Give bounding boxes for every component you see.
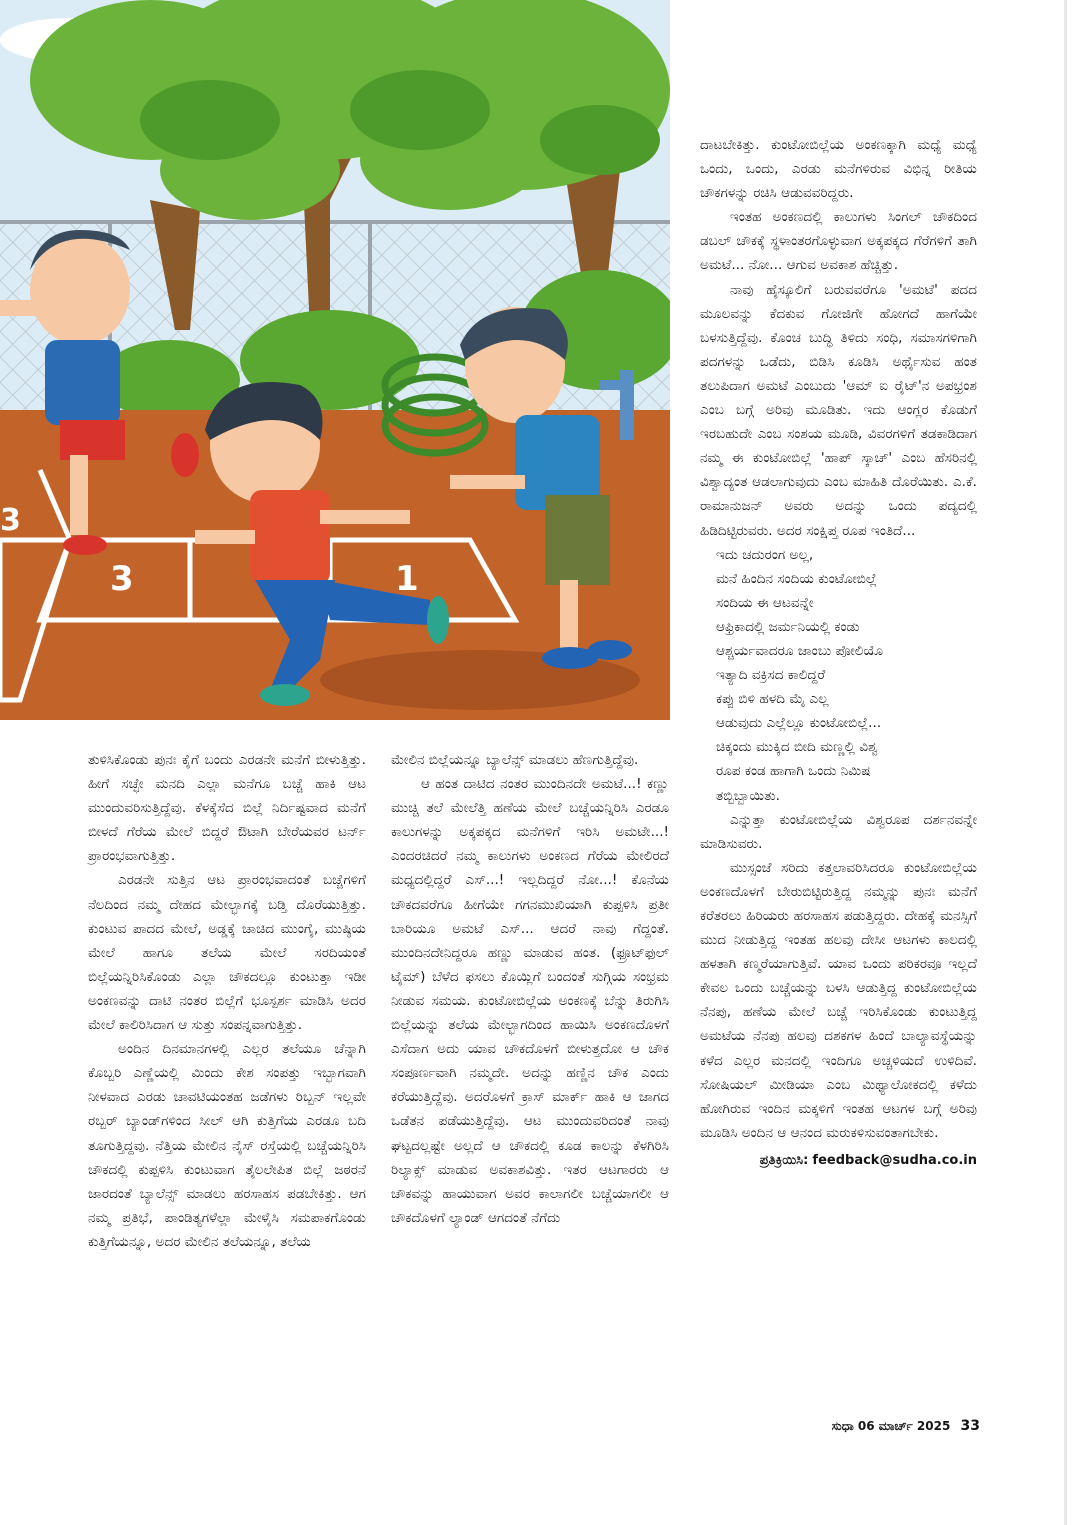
court-number: 3 [110,559,134,599]
paragraph: ತುಳಿಸಿಕೊಂಡು ಪುನಃ ಕೈಗೆ ಬಂದು ಎರಡನೇ ಮನೆಗೆ ಬೀಳುತ್ತಿತ್ತು. ಹೀಗೆ ಸಚ್ಛೇ ಮನದಿ ಎಲ್ಲಾ ಮನೆಗೂ ಬಚ್ಚೆ ಹಾಕಿ ಆಟ ಮುಂದುವರಿಸುತ್ತಿದ್ದೆವು. ಕೆಳಕ್ಕೆಸೆದ ಬಿಲ್ಲೆ ನಿರ್ದಿಷ್ಟವಾದ ಮನೆಗೆ ಬೀಳದೆ ಗೆರೆಯ ಮೇಲೆ ಬಿದ್ದರೆ ಔಟಾಗಿ ಬೇರೆಯವರ ಟರ್ನ್ ಪ್ರಾರಂಭವಾಗುತ್ತಿತ್ತು. [88,752,366,865]
poem [700,543,977,808]
poem-line: ಚಿಕ್ಕಂದು ಮುಕ್ಕಿದ ಬೀದಿ ಮಣ್ಣಲ್ಲಿ ವಿಶ್ವ [716,739,878,756]
feedback-label: ಪ್ರತಿಕ್ರಿಯಿಸಿ: [759,1152,809,1168]
poem-line: ಸಂದಿಯ ಈ ಆಟವನ್ನೇ [716,594,814,611]
poem-line: ಮನೆ ಹಿಂದಿನ ಸಂದಿಯ ಕುಂಟೋಬಿಲ್ಲೆ [716,570,877,587]
feedback-email[interactable]: feedback@sudha.co.in [812,1152,977,1168]
poem-line: ರೂಪ ಕಂಡ ಹಾಗಾಗಿ ಒಂದು ನಿಮಿಷ [716,763,871,780]
paragraph: ಮೇಲಿನ ಬಿಲ್ಲೆಯನ್ನೂ ಬ್ಯಾಲೆನ್ಸ್ ಮಾಡಲು ಹೆಣಗುತ್ತಿದ್ದೆವು. [391,752,639,768]
court-number: 3 [0,503,21,538]
feedback-line [700,1149,977,1173]
paragraph: ಎರಡನೇ ಸುತ್ತಿನ ಆಟ ಪ್ರಾರಂಭವಾದಂತೆ ಬಚ್ಚೆಗಳಿಗೆ ನೆಲದಿಂದ ನಮ್ಮ ದೇಹದ ಮೇಲ್ಭಾಗಕ್ಕೆ ಬಡ್ತಿ ದೊರೆಯುತ್ತಿತ್ತು. ಕುಂಟುವ ಪಾದದ ಮೇಲೆ, ಅಡ್ಡಕ್ಕೆ ಚಾಚಿದ ಮುಂಗೈ, ಮುಷ್ಠಿಯ ಮೇಲೆ ಹಾಗೂ ತಲೆಯ ಮೇಲೆ ಸರದಿಯಂತೆ ಬಿಲ್ಲೆಯನ್ನಿರಿಸಿಕೊಂಡು ಎಲ್ಲಾ ಚೌಕದಲ್ಲೂ ಕುಂಟುತ್ತಾ ಇಡೀ ಅಂಕಣವನ್ನು ದಾಟಿ ನಂತರ ಬಿಲ್ಲೆಗೆ ಭೂಸ್ಪರ್ಶ ಮಾಡಿಸಿ ಅದರ ಮೇಲೆ ಕಾಲಿರಿಸಿದಾಗ ಆ ಸುತ್ತು ಸಂಪನ್ನವಾಗುತ್ತಿತ್ತು. [88,872,366,1034]
column-1 [88,748,366,1254]
paragraph: ಇಂತಹ ಅಂಕಣದಲ್ಲಿ ಕಾಲುಗಳು ಸಿಂಗಲ್ ಚೌಕದಿಂದ ಡಬಲ್ ಚೌಕಕ್ಕೆ ಸ್ಥಳಾಂತರಗೊಳ್ಳುವಾಗ ಅಕ್ಕಪಕ್ಕದ ಗೆರೆಗಳಿಗೆ ತಾಗಿ ಅಮಟೆ... ನೋ... ಆಗುವ ಅವಕಾಶ ಹೆಚ್ಚಿತ್ತು. [700,209,977,274]
poem-line: ಆಫ್ರಿಕಾದಲ್ಲಿ ಜರ್ಮನಿಯಲ್ಲಿ ಕಂಡು [716,618,860,635]
column-3 [700,133,977,1173]
paragraph: ಅಂದಿನ ದಿನಮಾನಗಳಲ್ಲಿ ಎಲ್ಲರ ತಲೆಯೂ ಚೆನ್ನಾಗಿ ಕೊಬ್ಬರಿ ಎಣ್ಣೆಯಲ್ಲಿ ಮಿಂದು ಕೇಶ ಸಂಪತ್ತು ಇಬ್ಭಾಗವಾಗಿ ನೀಳವಾದ ಎರಡು ಚಾವಟಿಯಂತಹ ಜಡೆಗಳು ರಿಬ್ಬನ್ ಇಲ್ಲವೇ ರಬ್ಬರ್ ಬ್ಯಾಂಡ್‌ಗಳಿಂದ ಸೀಲ್ ಆಗಿ ಕುತ್ತಿಗೆಯ ಎರಡೂ ಬದಿ ತೂಗುತ್ತಿದ್ದವು. ನೆತ್ತಿಯ ಮೇಲಿನ ನೈಸ್ ರಸ್ತೆಯಲ್ಲಿ ಬಚ್ಚೆಯನ್ನಿರಿಸಿ ಚೌಕದಲ್ಲಿ ಕುಪ್ಪಳಿಸಿ ಕುಂಟುವಾಗ ತೈಲಲೇಪಿತ ಬಿಲ್ಲೆ ಜಠರನೆ ಜಾರದಂತೆ ಬ್ಯಾಲೆನ್ಸ್ ಮಾಡಲು ಹರಸಾಹಸ ಪಡಬೇಕಿತ್ತು. ಆಗ ನಮ್ಮ ಪ್ರತಿಭೆ, ಪಾಂಡಿತ್ಯಗಳೆಲ್ಲಾ ಮೇಳೈಸಿ ಸಮಪಾಕಗೊಂಡು ಕುತ್ತಿಗೆಯನ್ನೂ, ಅದರ ಮೇಲಿನ ತಲೆಯನ್ನೂ, ತಲೆಯ [88,1041,366,1250]
magazine-issue: ಸುಧಾ 06 ಮಾರ್ಚ್ 2025 [831,1419,951,1433]
poem-line: ಕಪ್ಪು ಬಿಳಿ ಹಳದಿ ಮೈ ಎಲ್ಲ [716,691,829,708]
court-number: 1 [395,559,419,599]
page-footer [810,1418,980,1434]
poem-line: ಆಡುವುದು ಎಲ್ಲೆಲ್ಲೂ ಕುಂಟೋಬಿಲ್ಲೆ... [716,715,882,732]
paragraph: ಆ ಹಂತ ದಾಟಿದ ನಂತರ ಮುಂದಿನದೇ ಅಮಟೆ...! ಕಣ್ಣು ಮುಚ್ಚಿ ತಲೆ ಮೇಲೆತ್ತಿ ಹಣೆಯ ಮೇಲೆ ಬಚ್ಚೆಯನ್ನಿರಿಸಿ ಎರಡೂ ಕಾಲುಗಳನ್ನು ಅಕ್ಕಪಕ್ಕದ ಮನೆಗಳಿಗೆ ಇರಿಸಿ ಅಮಟೇ...! ಎಂದರಚಿದರೆ ನಮ್ಮ ಕಾಲುಗಳು ಅಂಕಣದ ಗೆರೆಯ ಮೇಲಿರದೆ ಮಧ್ಯದಲ್ಲಿದ್ದರೆ ಎಸ್...! ಇಲ್ಲದಿದ್ದರೆ ನೋ...! ಕೊನೆಯ ಚೌಕದವರೆಗೂ ಹೀಗೆಯೇ ಗಗನಮುಖಿಯಾಗಿ ಕುಪ್ಪಳಿಸಿ ಪ್ರತೀ ಬಾರಿಯೂ ಅಮಟೆ ಎಸ್... ಆದರೆ ನಾವು ಗೆದ್ದಂತೆ. ಮುಂದಿನದೇನಿದ್ದರೂ ಹಣ್ಣು ಮಾಡುವ ಹಂತ. (ಫ್ರೂಟ್‌ಫುಲ್ ಟೈಮ್) ಬೆಳೆದ ಫಸಲು ಕೊಯ್ಲಿಗೆ ಬಂದಂತೆ ಸುಗ್ಗಿಯ ಸಂಭ್ರಮ ನೀಡುವ ಸಮಯ. ಕುಂಟೋಬಿಲ್ಲೆಯ ಅಂಕಣಕ್ಕೆ ಬೆನ್ನು ತಿರುಗಿಸಿ ಬಿಲ್ಲೆಯನ್ನು ತಲೆಯ ಮೇಲ್ಭಾಗದಿಂದ ಹಾಯಿಸಿ ಅಂಕಣದೊಳಗೆ ಎಸೆದಾಗ ಅದು ಯಾವ ಚೌಕದೊಳಗೆ ಬೀಳುತ್ತದೋ ಆ ಚೌಕ ಸಂಪೂರ್ಣವಾಗಿ ನಮ್ಮದೇ. ಅದನ್ನು ಹಣ್ಣಿನ ಚೌಕ ಎಂದು ಕರೆಯುತ್ತಿದ್ದೆವು. ಅದರೊಳಗೆ ಕ್ರಾಸ್ ಮಾರ್ಕ್ ಹಾಕಿ ಆ ಜಾಗದ ಒಡೆತನ ಪಡೆಯುತ್ತಿದ್ದೆವು. ಆಟ ಮುಂದುವರಿದಂತೆ ನಾವು ಘಟ್ಟದಲ್ಲಷ್ಟೇ ಅಲ್ಲದೆ ಆ ಚೌಕದಲ್ಲಿ ಕೂಡ ಕಾಲನ್ನು ಕೆಳಗಿರಿಸಿ ರಿಲ್ಯಾಕ್ಸ್ ಮಾಡುವ ಅವಕಾಶವಿತ್ತು. ಇತರ ಆಟಗಾರರು ಆ ಚೌಕವನ್ನು ಹಾಯುವಾಗ ಅವರ ಕಾಲಾಗಲೀ ಬಚ್ಚೆಯಾಗಲೀ ಆ ಚೌಕದೊಳಗೆ ಲ್ಯಾಂಡ್ ಆಗದಂತೆ ನೆಗೆದು [391,776,669,1226]
column-2 [391,748,669,1230]
page-edge [1064,0,1067,1525]
illustration-svg [0,0,670,720]
poem-line: ಇದು ಚದುರಂಗ ಅಲ್ಲ, [716,546,814,563]
paragraph: ನಾವು ಹೈಸ್ಕೂಲಿಗೆ ಬರುವವರೆಗೂ 'ಅಮಟೆ' ಪದದ ಮೂಲವನ್ನು ಕೆದಕುವ ಗೋಜಿಗೇ ಹೋಗದೆ ಹಾಗೆಯೇ ಬಳಸುತ್ತಿದ್ದೆವು. ಕೊಂಚ ಬುದ್ಧಿ ತಿಳಿದು ಸಂಧಿ, ಸಮಾಸಗಳಿಗಾಗಿ ಪದಗಳನ್ನು ಒಡೆದು, ಬಿಡಿಸಿ ಕೂಡಿಸಿ ಅರ್ಥೈಸುವ ಹಂತ ತಲುಪಿದಾಗ ಅಮಟೆ ಎಂಬುದು 'ಆಮ್ ಐ ರೈಟ್'ನ ಅಪಭ್ರಂಶ ಎಂಬ ಬಗ್ಗೆ ಅರಿವು ಮೂಡಿತು. ಇದು ಆಂಗ್ಲರ ಕೊಡುಗೆ ಇರಬಹುದೇ ಎಂಬ ಸಂಶಯ ಮೂಡಿ, ವಿವರಗಳಿಗೆ ತಡಕಾಡಿದಾಗ ನಮ್ಮ ಈ ಕುಂಟೋಬಿಲ್ಲೆ 'ಹಾಪ್ ಸ್ಕಾಚ್' ಎಂಬ ಹೆಸರಿನಲ್ಲಿ ವಿಶ್ವಾದ್ಯಂತ ಆಡಲಾಗುವುದು ಎಂಬ ಮಾಹಿತಿ ದೊರೆಯಿತು. ಎ.ಕೆ. ರಾಮಾನುಜನ್ ಅವರು ಅದನ್ನು ಒಂದು ಪದ್ಯದಲ್ಲಿ ಹಿಡಿದಿಟ್ಟಿರುವರು. ಅದರ ಸಂಕ್ಷಿಪ್ತ ರೂಪ ಇಂತಿದೆ... [700,281,977,539]
page-number: 33 [960,1418,980,1434]
poem-line: ಆಶ್ಚರ್ಯವಾದರೂ ಜಾಂಬು ಪೋಲಿಯೊ [716,642,884,659]
paragraph: ಎನ್ನುತ್ತಾ ಕುಂಟೋಬಿಲ್ಲೆಯ ವಿಶ್ವರೂಪ ದರ್ಶನವನ್ನೇ ಮಾಡಿಸುವರು. [700,811,977,852]
hopscotch-illustration [0,0,670,720]
poem-line: ಇತ್ಯಾದಿ ವಕ್ರಿಸದ ಕಾಲಿದ್ದರೆ [716,667,826,684]
poem-line: ತಬ್ಬಿಬ್ಬಾಯಿತು. [716,787,780,804]
paragraph: ಮುಸ್ಸಂಜೆ ಸರಿದು ಕತ್ತಲಾವರಿಸಿದರೂ ಕುಂಟೋಬಿಲ್ಲೆಯ ಅಂಕಣದೊಳಗೆ ಬೇರುಬಿಟ್ಟಿರುತ್ತಿದ್ದ ನಮ್ಮನ್ನು ಪುನಃ ಮನೆಗೆ ಕರೆತರಲು ಹಿರಿಯರು ಹರಸಾಹಸ ಪಡುತ್ತಿದ್ದರು. ದೇಹಕ್ಕೆ ಮನಸ್ಸಿಗೆ ಮುದ ನೀಡುತ್ತಿದ್ದ ಇಂತಹ ಹಲವು ದೇಸೀ ಆಟಗಳು ಕಾಲದಲ್ಲಿ ಹಳತಾಗಿ ಕಣ್ಮರೆಯಾಗುತ್ತಿವೆ. ಯಾವ ಒಂದು ಪರಿಕರವೂ ಇಲ್ಲದೆ ಕೇವಲ ಒಂದು ಬಚ್ಚೆಯನ್ನು ಬಳಸಿ ಆಡುತ್ತಿದ್ದ ಕುಂಟೋಬಿಲ್ಲೆಯ ನೆನಪು, ಹಣೆಯ ಮೇಲೆ ಬಚ್ಚೆ ಇರಿಸಿಕೊಂಡು ಕುಂಟುತ್ತಿದ್ದ ಅಮಟೆಯ ನೆನಪು ಹಲವು ದಶಕಗಳ ಹಿಂದೆ ಬಾಲ್ಯಾವಸ್ಥೆಯನ್ನು ಕಳೆದ ಎಲ್ಲರ ಮನದಲ್ಲಿ ಇಂದಿಗೂ ಅಚ್ಚಳಿಯದೆ ಉಳಿದಿವೆ. ಸೋಷಿಯಲ್ ಮೀಡಿಯಾ ಎಂಬ ಮಿಥ್ಯಾಲೋಕದಲ್ಲಿ ಕಳೆದು ಹೋಗಿರುವ ಇಂದಿನ ಮಕ್ಕಳಿಗೆ ಇಂತಹ ಆಟಗಳ ಬಗ್ಗೆ ಅರಿವು ಮೂಡಿಸಿ ಅಂದಿನ ಆ ಆನಂದ ಮರುಕಳಿಸುವಂತಾಗಬೇಕು. [700,859,977,1141]
paragraph: ದಾಟಬೇಕಿತ್ತು. ಕುಂಟೋಬಿಲ್ಲೆಯ ಅಂಕಣಕ್ಕಾಗಿ ಮಧ್ಯೆ ಮಧ್ಯೆ ಒಂದು, ಒಂದು, ಎರಡು ಮನೆಗಳಿರುವ ವಿಭಿನ್ನ ರೀತಿಯ ಚೌಕಗಳನ್ನು ರಚಿಸಿ ಆಡುವವರಿದ್ದರು. [700,137,977,202]
